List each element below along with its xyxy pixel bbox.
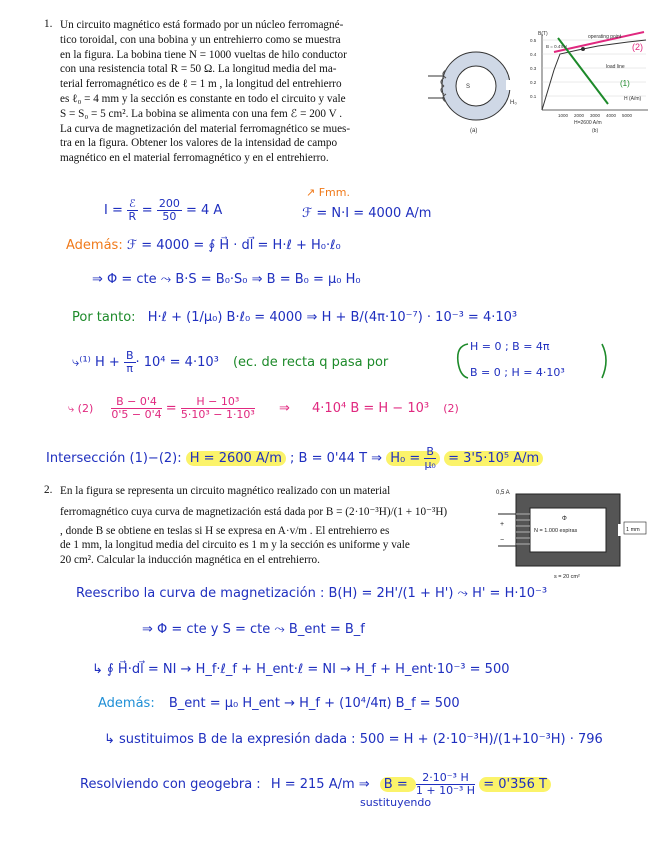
problem-2-line: , donde B se obtiene en teslas si H se expresa en A·v/m . El entrehierro es: [60, 524, 390, 537]
ademas2-line: [98, 696, 460, 711]
eq2-arrow: ⇒: [278, 401, 290, 416]
problem-1-line: con una resistencia total R = 50 Ω. La longitud media del ma-: [60, 63, 337, 76]
ademas2-label: Además:: [98, 696, 155, 711]
intersection-label: Intersección (1)−(2):: [46, 451, 182, 466]
problem-2-text: [60, 484, 490, 568]
fig2-current: 0,5 A: [496, 490, 510, 496]
svg-text:S: S: [466, 84, 471, 90]
fig-tick-x: 3000: [590, 113, 601, 118]
fig-tick-y: 0.3: [530, 66, 537, 71]
resolviendo-label: Resolviendo con geogebra :: [80, 777, 261, 792]
problem-1-line: La curva de magnetización del material ferromagnético se mues-: [60, 122, 351, 135]
problem-1-number: 1.: [44, 18, 53, 30]
emf-over-r: $\frac{\text{ℰ}}{R}$: [128, 197, 137, 223]
eq2-fraction-2: $\frac{\text{H − 10³}}{\text{5·10³ − 1·10³}}$: [180, 395, 255, 421]
fig2-gap: 1 mm: [626, 527, 640, 533]
sustituimos-line: ↳ sustituimos B de la expresión dada : 500 = H + (2·10⁻³H)/(1+10⁻³H) · 796: [104, 732, 603, 747]
ademas-label: Además:: [66, 238, 123, 253]
problem-1-line: tra en la figura. Obtener los valores de la intensidad de campo: [60, 137, 338, 150]
fig-tick-x: 2000: [574, 113, 585, 118]
fig-axis-y: B(T): [538, 31, 548, 37]
reescribo-line: Reescribo la curva de magnetización : B(H) = 2H'/(1 + H') ⤳ H' = H·10⁻³: [76, 586, 548, 601]
fig-tick-x: 5000: [622, 113, 633, 118]
ademas-equation: ℱ = 4000 = ∮ H⃗ · dl⃗ = H·ℓ + H₀·ℓ₀: [126, 238, 341, 253]
fig2-turns: N = 1.000 espiras: [534, 528, 578, 534]
fig-hand-1: (1): [620, 79, 630, 88]
eq1-fraction: $\frac{B}{\pi}$: [125, 349, 134, 375]
value-fraction: $\frac{200}{50}$: [158, 197, 180, 223]
problem-2-line: ferromagnético cuya curva de magnetización está dada por B = (2·10⁻³H)/(1 + 10⁻³H): [60, 505, 448, 518]
phi-cte-line: ⇒ Φ = cte y S = cte ⤳ B_ent = B_f: [142, 622, 365, 637]
toroid-figure: [424, 40, 524, 136]
resolviendo-fraction: $\frac{\text{2·10⁻³ H}}{\text{1 + 10⁻³ H}}$: [415, 771, 476, 797]
fig-tick-y: 0.2: [530, 80, 537, 85]
eq1-rest: · 10⁴ = 4·10³: [135, 355, 219, 370]
eq2-tag: (2): [443, 402, 459, 415]
fig-load-line: load line: [606, 64, 625, 70]
resolviendo-result: = 0'356 T: [479, 777, 551, 792]
problem-2-line: 20 cm². Calcular la inducción magnética en el entrehierro.: [60, 554, 320, 567]
fmm-equation: ℱ = N·I = 4000 A/m: [302, 206, 432, 221]
eq1-brace: [452, 336, 612, 386]
fig2-phi: Φ: [562, 516, 567, 522]
problem-1-text: [60, 18, 420, 166]
eq1-point-1: H = 0 ; B = 4π: [470, 340, 550, 353]
fig2-plus: +: [500, 521, 505, 528]
ademas-line: [66, 238, 341, 253]
eq2-fraction-1: $\frac{B - 0'4}{0'5 - 0'4}$: [111, 395, 162, 421]
ampere-line: ↳ ∮ H⃗·dl⃗ = NI → H_f·ℓ_f + H_ent·ℓ = NI → H_f + H_ent·10⁻³ = 500: [92, 662, 510, 677]
problem-1-line: en la figura. La bobina tiene N = 1000 vueltas de hilo conductor: [60, 48, 347, 61]
fig-a-label: (a): [470, 128, 478, 134]
current-result: = 4 A: [181, 203, 223, 218]
ademas2-equation: B_ent = μ₀ H_ent → H_f + (10⁴/4π) B_f = 500: [168, 696, 460, 711]
fig-h-label: H=2600 A/m: [574, 120, 602, 126]
bh-curve-figure: [528, 30, 652, 136]
eq1-note: (ec. de recta q pasa por: [232, 355, 389, 370]
eq1-line: [72, 350, 388, 375]
resolviendo-h: H = 215 A/m ⇒: [270, 777, 370, 792]
fig2-minus: −: [500, 537, 505, 544]
sustituyendo-label: sustituyendo: [360, 796, 432, 809]
problem-1-line: S = S₀ = 5 cm². La bobina se alimenta con una fem ℰ = 200 V .: [60, 107, 343, 120]
intersection-b: ; B = 0'44 T ⇒: [290, 451, 383, 466]
fig2-section: s = 20 cm²: [554, 574, 580, 580]
portanto-line: [72, 310, 517, 325]
problem-2-line: de 1 mm, la longitud media del circuito es 1 m y la sección es uniforme y vale: [60, 539, 410, 552]
problem-1-line: es ℓ₀ = 4 mm y la sección es constante en todo el circuito y vale: [60, 92, 346, 105]
fig-tick-y: 0.4: [530, 52, 537, 57]
fig-tick-y: 0.1: [530, 94, 537, 99]
problem-1-line: tico toroidal, con una bobina y un entrehierro como se muestra: [60, 33, 341, 46]
intersection-h: H = 2600 A/m: [186, 451, 286, 466]
current-symbol: I =: [104, 203, 127, 218]
problem-2-line: En la figura se representa un circuito magnético realizado con un material: [60, 485, 391, 497]
fig-tick-x: 4000: [606, 113, 617, 118]
problem-2-number: 2.: [44, 484, 53, 496]
circuit-figure: [494, 486, 650, 586]
fig-axis-x: H (A/m): [624, 96, 642, 102]
fig-tick-y: 0.5: [530, 38, 537, 43]
svg-text:H₀: H₀: [510, 100, 517, 106]
fig-b-label: (b): [592, 128, 599, 134]
eq1-point-2: B = 0 ; H = 4·10³: [470, 366, 565, 379]
eq1-prefix: ⤷⁽¹⁾ H +: [72, 355, 124, 370]
problem-1-line: magnético en el material ferromagnético y en el entrehierro.: [60, 152, 329, 165]
eq2-line: ⤷ (2) $\frac{B - 0'4}{0'5 - 0'4}$ = $\frac{\text{H − 10³}}{\text{5·10³ − 1·10³}}$ ⇒ 4·10⁴ B = H − 10³ (2): [68, 395, 459, 421]
eq2-result: 4·10⁴ B = H − 10³: [312, 401, 430, 416]
fig-hand-2: (2): [632, 42, 643, 52]
eq2-prefix: ⤷ (2): [68, 402, 94, 415]
sol1-current-line: I = $\frac{\text{ℰ}}{R}$ = $\frac{200}{50}$ = 4 A: [104, 197, 223, 223]
resolviendo-line: [80, 772, 551, 797]
portanto-label: Por tanto:: [72, 310, 136, 325]
flux-constant-line: ⇒ Φ = cte ⤳ B·S = B₀·S₀ ⇒ B = B₀ = μ₀ H₀: [92, 272, 361, 287]
fig-operating-point: operating point: [588, 34, 622, 40]
portanto-equation: H·ℓ + (1/μ₀) B·ℓ₀ = 4000 ⇒ H + B/(4π·10⁻⁷) · 10⁻³ = 4·10³: [147, 310, 518, 325]
fig-eq-line: B = 0.4πH: [546, 44, 567, 49]
h0-value: = 3'5·10⁵ A/m: [444, 451, 543, 466]
problem-1-line: terial ferromagnético es de ℓ = 1 m , la longitud del entrehierro: [60, 78, 342, 91]
fig-tick-x: 1000: [558, 113, 569, 118]
fmm-label: ↗ Fmm.: [306, 186, 350, 199]
resolviendo-b: B =: [380, 777, 416, 792]
intersection-line: [46, 446, 543, 471]
problem-1-line: Un circuito magnético está formado por un núcleo ferromagné-: [60, 19, 344, 31]
h0-result: H₀ = $\frac{B}{\text{μ₀}}$: [386, 451, 440, 466]
